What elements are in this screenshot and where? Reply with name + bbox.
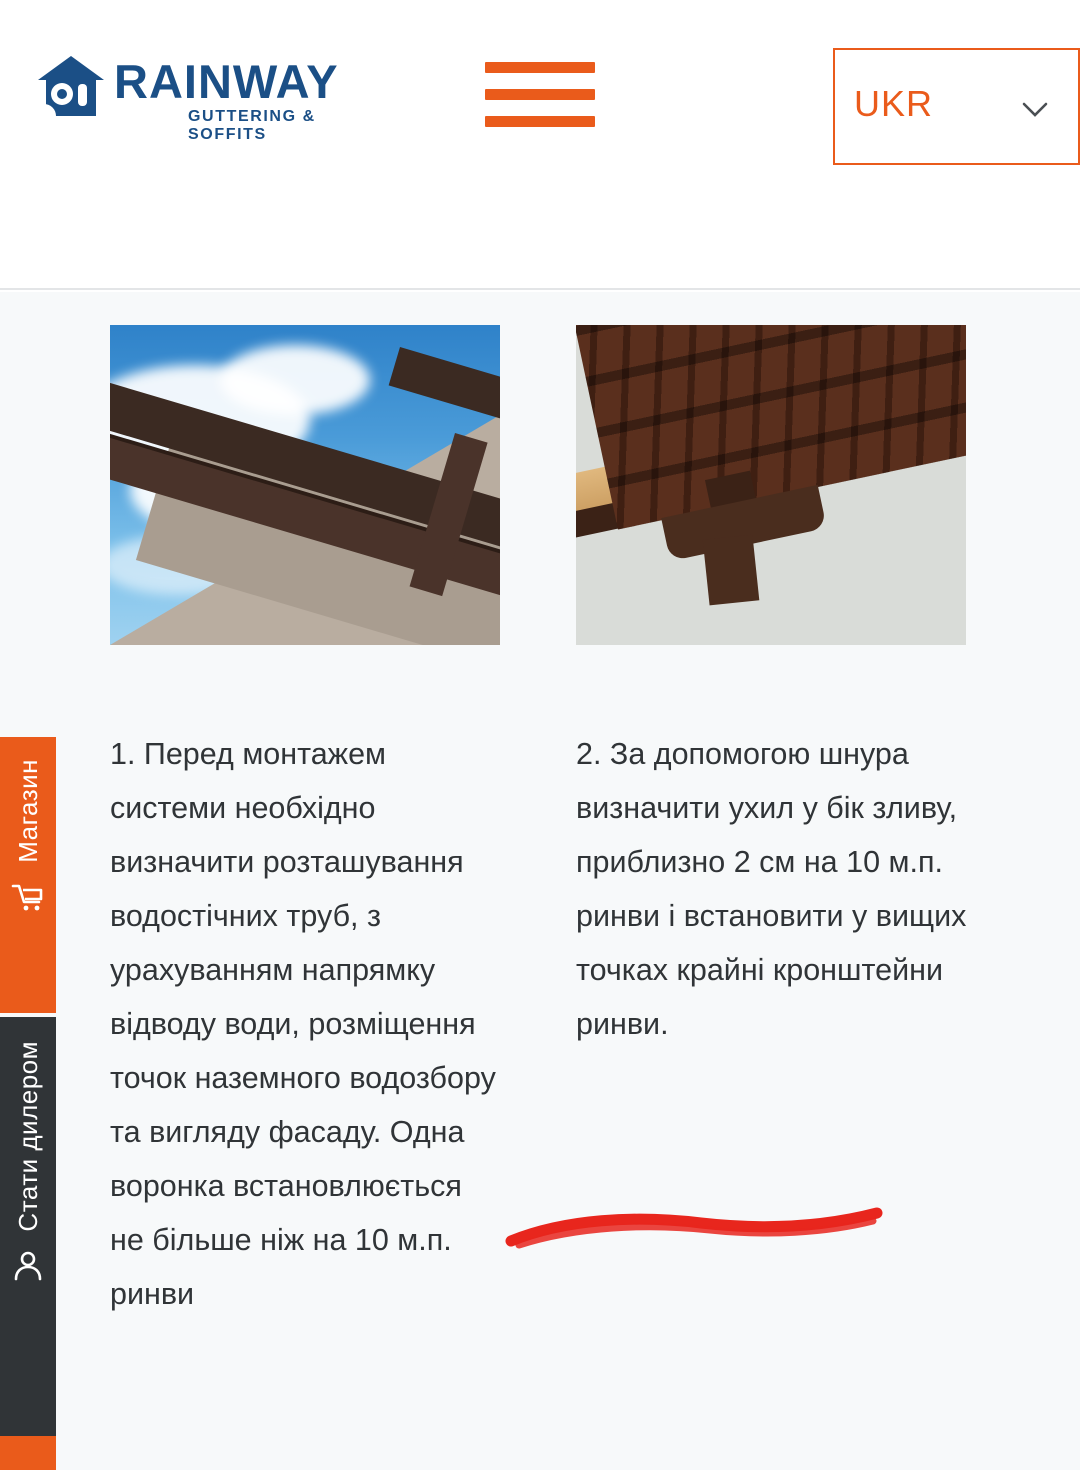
side-tab-shop-label: Магазин: [12, 759, 43, 863]
page-content: [0, 292, 1080, 1470]
gutter-outlet-shape: [703, 535, 760, 606]
side-tab-dealer[interactable]: [0, 1017, 56, 1436]
site-header: [0, 0, 1080, 290]
step-text: 2. За допомогою шнура визначити ухил у бік зливу, приблизно 2 см на 10 м.п. ринви і встановити у вищих точках крайні кронштейни ринви.: [576, 737, 967, 1041]
step-card: [576, 325, 966, 1051]
site-logo[interactable]: [36, 52, 381, 143]
cloud-shape: [220, 345, 370, 415]
house-logo-icon: [36, 54, 106, 120]
hamburger-menu-icon[interactable]: [485, 62, 595, 128]
side-tab-shop[interactable]: [0, 737, 56, 1013]
step-image-2: [576, 325, 966, 645]
menu-bar-2: [485, 89, 595, 100]
menu-bar-3: [485, 116, 595, 127]
shopping-cart-icon: [11, 879, 45, 913]
step-image-1: [110, 325, 500, 645]
bottom-strip: [0, 1436, 1080, 1470]
language-selector[interactable]: [833, 48, 1080, 165]
menu-bar-1: [485, 62, 595, 73]
chevron-down-icon: [1020, 94, 1050, 124]
bottom-strip-accent: [0, 1436, 56, 1470]
language-selected-value: UKR: [854, 83, 934, 124]
step-card: [110, 325, 500, 1321]
step-text: 1. Перед монтажем системи необхідно визначити розташування водостічних труб, з урахуванням напрямку відводу води, розміщення точок наземного водозбору та вигляду фасаду. Одна воронка встановлюється не більше ніж на 10 м.п. ринви: [110, 737, 496, 1311]
person-icon: [11, 1248, 45, 1282]
red-underline-annotation: [505, 1197, 905, 1257]
logo-tagline: GUTTERING & SOFFITS: [188, 108, 316, 143]
side-tab-dealer-label: Стати дилером: [12, 1041, 43, 1232]
logo-wordmark: RAINWAY: [114, 55, 339, 108]
